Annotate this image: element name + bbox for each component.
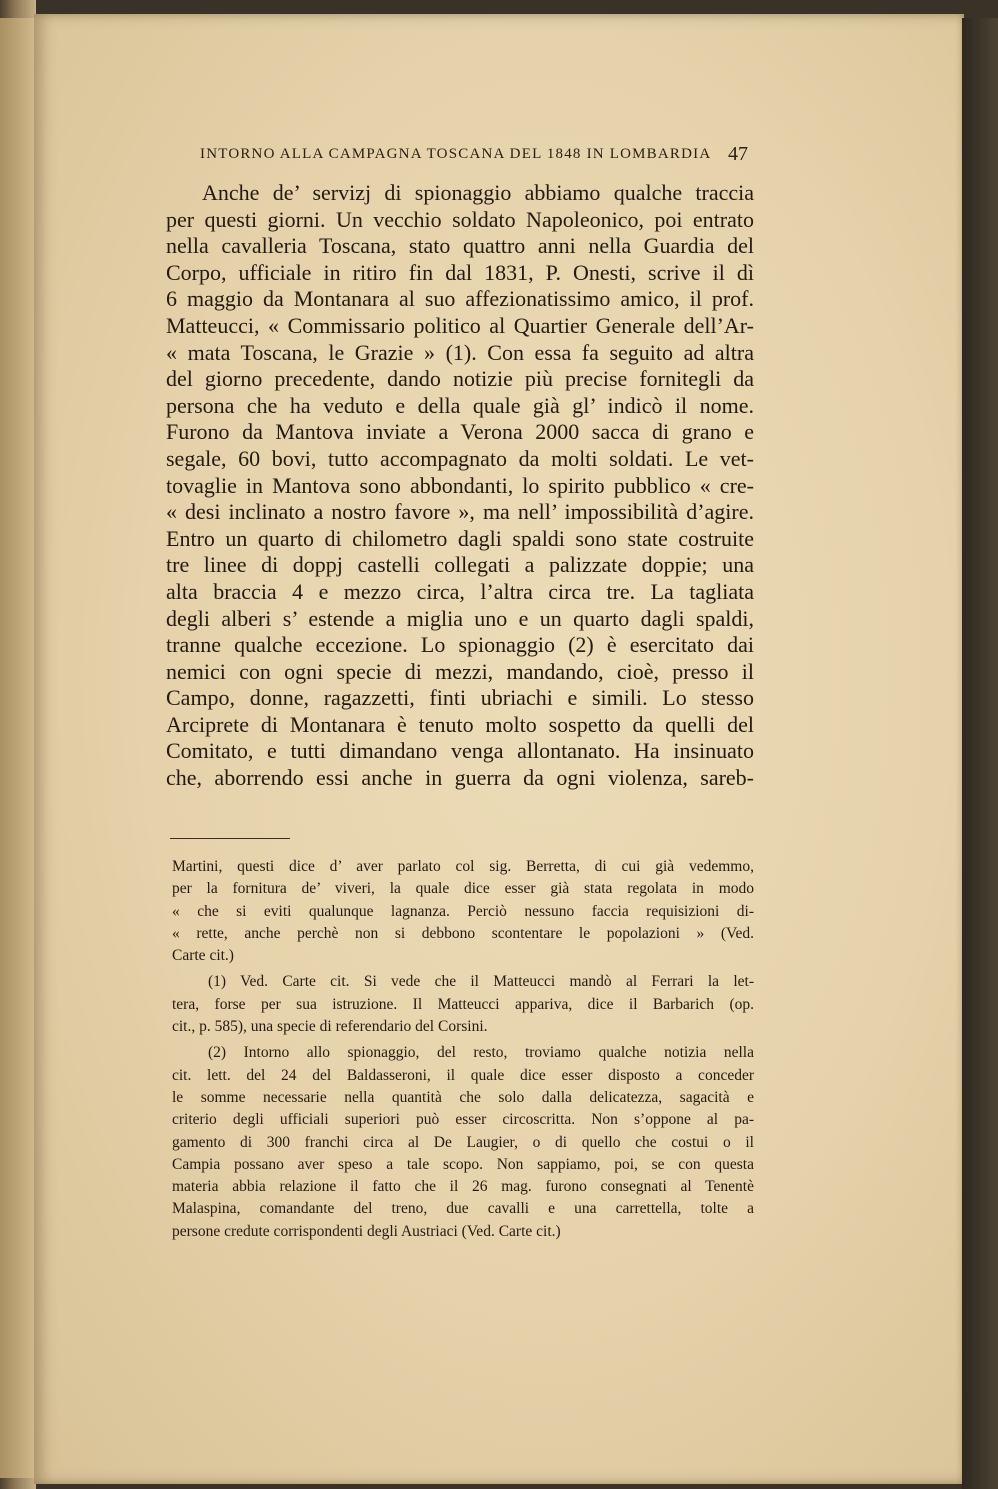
- footnote-line: Campia possano aver speso a tale scopo. Non sappiamo, poi, se con questa: [172, 1155, 754, 1173]
- text-line: che, aborrendo essi anche in guerra da ogni violenza, sareb-: [166, 765, 754, 791]
- text-line: del giorno precedente, dando notizie più precise fornitegli da: [166, 366, 754, 392]
- footnote-line: « rette, anche perchè non si debbono scontentare le popolazioni » (Ved.: [172, 924, 754, 942]
- text-line: alta braccia 4 e mezzo circa, l’altra circa tre. La tagliata: [166, 578, 754, 604]
- footnote-line: (2) Intorno allo spionaggio, del resto, troviamo qualche notizia nella: [208, 1044, 754, 1062]
- footnote-line: Malaspina, comandante del treno, due cavalli e una carrettella, tolte a: [172, 1200, 754, 1218]
- text-line: nemici con ogni specie di mezzi, mandando, cioè, presso il: [166, 658, 754, 684]
- text-line: tre linee di doppj castelli collegati a palizzate doppie; una: [166, 552, 754, 578]
- text-line: per questi giorni. Un vecchio soldato Napoleonico, poi entrato: [166, 206, 754, 232]
- text-line: segale, 60 bovi, tutto accompagnato da molti soldati. Le vet-: [166, 445, 754, 471]
- previous-page-edge: [0, 18, 38, 1478]
- footnote-line: criterio degli ufficiali superiori può esser circoscritta. Non s’oppone al pa-: [172, 1111, 754, 1129]
- footnotes: [172, 856, 754, 1243]
- text-line: « mata Toscana, le Grazie » (1). Con essa fa seguito ad altra: [166, 339, 754, 365]
- page-edge-shadow: [962, 18, 998, 1489]
- text-line: Entro un quarto di chilometro dagli spaldi sono state costruite: [166, 525, 754, 551]
- footnote-line: « che si eviti qualunque lagnanza. Perciò nessuno faccia requisizioni di-: [172, 902, 754, 920]
- text-line: Matteucci, « Commissario politico al Quartier Generale dell’Ar-: [166, 312, 754, 338]
- text-line: Corpo, ufficiale in ritiro fin dal 1831, P. Onesti, scrive il dì: [166, 259, 754, 285]
- footnote-line: Martini, questi dice d’ aver parlato col sig. Berretta, di cui già vedemmo,: [172, 858, 754, 875]
- footnote-line: tera, forse per sua istruzione. Il Matteucci appariva, dice il Barbarich (op.: [172, 995, 754, 1013]
- footnote-line: Carte cit.): [172, 947, 234, 965]
- footnote-line: cit., p. 585), una specie di referendario del Corsini.: [172, 1018, 488, 1036]
- footnote-line: cit. lett. del 24 del Baldasseroni, il quale dice esser disposto a conceder: [172, 1066, 754, 1084]
- text-line: tovaglie in Mantova sono abbondanti, lo spirito pubblico « cre-: [166, 472, 754, 498]
- text-line: Furono da Mantova inviate a Verona 2000 sacca di grano e: [166, 419, 754, 445]
- text-line: tranne qualche eccezione. Lo spionaggio (2) è esercitato dai: [166, 632, 754, 658]
- text-line: Campo, donne, ragazzetti, finti ubriachi e simili. Lo stesso: [166, 685, 754, 711]
- text-line: « desi inclinato a nostro favore », ma nell’ impossibilità d’agire.: [166, 499, 754, 525]
- text-line: persona che ha veduto e della quale già gl’ indicò il nome.: [166, 392, 754, 418]
- footnote-line: (1) Ved. Carte cit. Si vede che il Matteucci mandò al Ferrari la let-: [208, 973, 754, 991]
- text-line: Arciprete di Montanara è tenuto molto sospetto da quelli del: [166, 711, 754, 737]
- footnote-line: per la fornitura de’ viveri, la quale dice esser già stata regolata in modo: [172, 880, 754, 898]
- running-title: INTORNO ALLA CAMPAGNA TOSCANA DEL 1848 IN LOMBARDIA: [200, 146, 712, 162]
- text-line: 6 maggio da Montanara al suo affezionatissimo amico, il prof.: [166, 286, 754, 312]
- footnote-line: gamento di 300 franchi circa al De Laugier, o di quello che costui o il: [172, 1133, 754, 1151]
- text-line: Comitato, e tutti dimandano venga allontanato. Ha insinuato: [166, 738, 754, 764]
- text-line: Anche de’ servizj di spionaggio abbiamo qualche traccia: [202, 180, 754, 205]
- main-text: [166, 180, 754, 792]
- text-line: degli alberi s’ estende a miglia uno e un quarto dagli spaldi,: [166, 605, 754, 631]
- footnote-line: persone credute corrispondenti degli Austriaci (Ved. Carte cit.): [172, 1222, 561, 1240]
- footnote-line: materia abbia relazione il fatto che il 26 mag. furono consegnati al Tenentè: [172, 1178, 754, 1196]
- footnote-separator: [170, 838, 290, 839]
- text-line: nella cavalleria Toscana, stato quattro anni nella Guardia del: [166, 233, 754, 259]
- page-number: 47: [728, 143, 748, 165]
- running-header: [200, 143, 748, 176]
- footnote-line: le somme necessarie nella quantità che solo dalla delicatezza, sagacità e: [172, 1088, 754, 1106]
